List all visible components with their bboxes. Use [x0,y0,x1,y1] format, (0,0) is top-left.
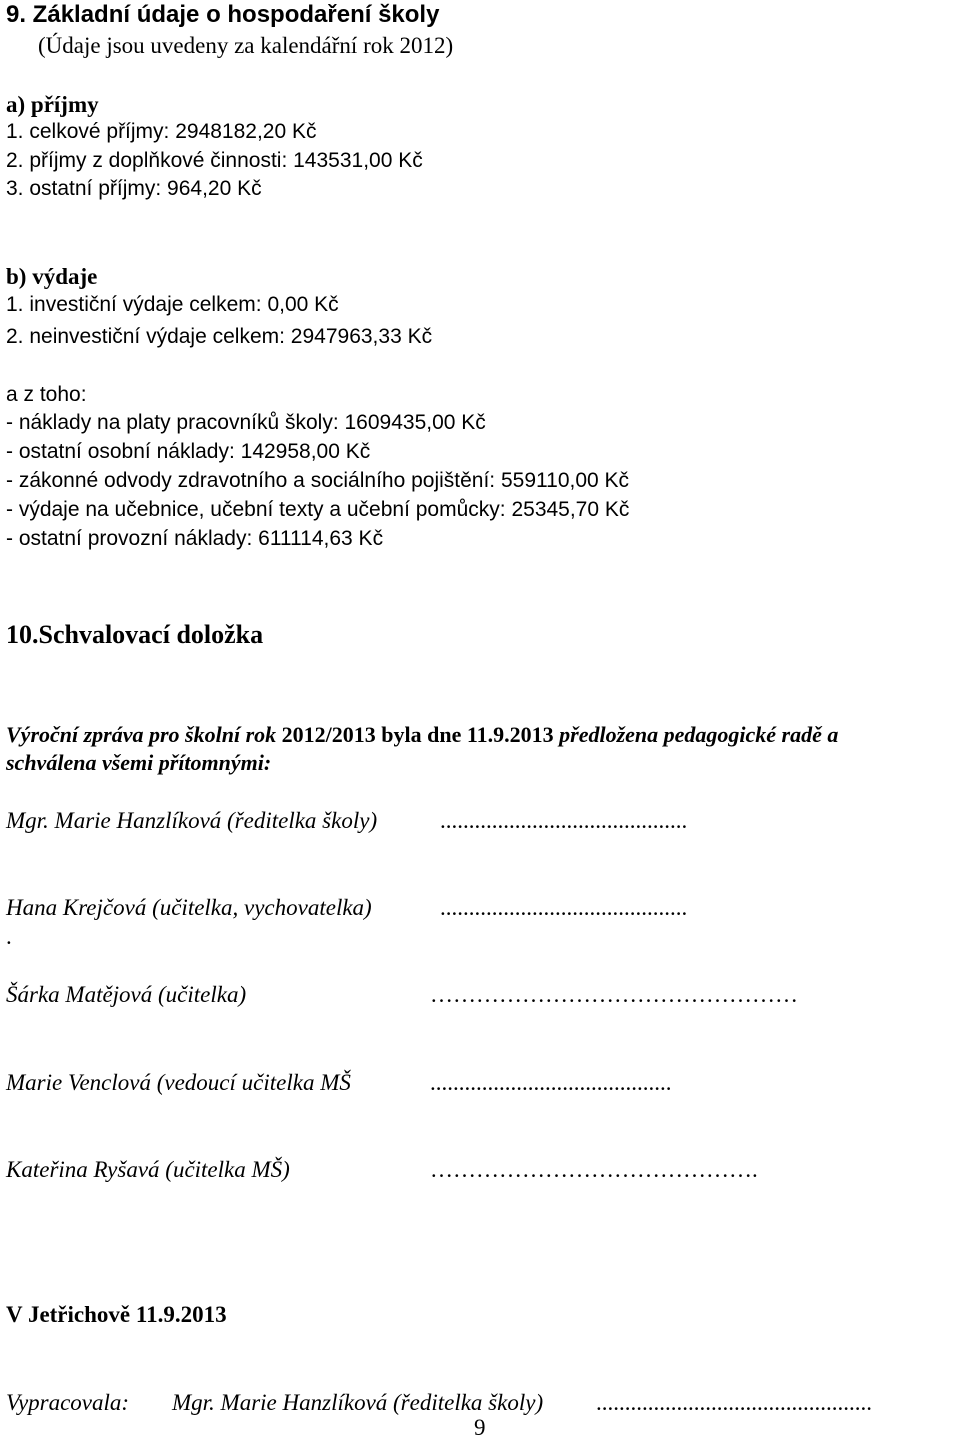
signature-line: ........................................... [440,808,688,833]
breakdown-item: - ostatní osobní náklady: 142958,00 Kč [6,440,371,463]
signature-row [0,1155,960,1185]
prepared-name: Mgr. Marie Hanzlíková (ředitelka školy) [172,1390,544,1415]
breakdown-item: - náklady na platy pracovníků školy: 1609435,00 Kč [6,411,486,434]
signature-line: ........................................... [440,895,688,920]
signature-row [0,980,960,1010]
income-title: a) příjmy [6,92,99,117]
signatory-name: Kateřina Ryšavá (učitelka MŠ) [6,1157,290,1182]
signature-row [0,806,960,836]
expenses-item: 1. investiční výdaje celkem: 0,00 Kč [6,293,339,316]
prepared-signature-line: ................................................ [596,1390,872,1415]
stray-dot: . [6,924,12,949]
section-10-heading: 10.Schvalovací doložka [6,620,264,649]
expenses-title: b) výdaje [6,264,98,289]
signature-line: ………………………………………… [430,982,798,1007]
approval-statement-part: předložena pedagogické radě a [553,722,839,747]
signature-line: ……………………………………. [430,1157,758,1182]
signatory-name: Šárka Matějová (učitelka) [6,982,247,1007]
income-item: 2. příjmy z doplňkové činnosti: 143531,00 Kč [6,149,423,172]
approval-statement-part: Výroční zpráva pro školní rok [6,722,282,747]
approval-statement-date: 2012/2013 byla dne 11.9.2013 [281,722,554,747]
breakdown-item: - ostatní provozní náklady: 611114,63 Kč [6,527,384,550]
signature-line: .......................................... [430,1070,672,1095]
breakdown-item: - výdaje na učebnice, učební texty a učební pomůcky: 25345,70 Kč [6,498,630,521]
section-9-note: (Údaje jsou uvedeny za kalendářní rok 2012) [38,33,454,58]
breakdown-item: - zákonné odvody zdravotního a sociálního pojištění: 559110,00 Kč [6,469,630,492]
signatory-name: Mgr. Marie Hanzlíková (ředitelka školy) [6,808,378,833]
income-item: 1. celkové příjmy: 2948182,20 Kč [6,120,317,143]
prepared-label: Vypracovala: [6,1390,130,1415]
signature-row [0,1068,960,1098]
income-item: 3. ostatní příjmy: 964,20 Kč [6,177,262,200]
breakdown-title: a z toho: [6,383,87,406]
signature-row [0,893,960,923]
place-date: V Jetřichově 11.9.2013 [6,1302,227,1327]
signatory-name: Hana Krejčová (učitelka, vychovatelka) [6,895,372,920]
approval-statement [6,720,838,750]
section-9-heading: 9. Základní údaje o hospodaření školy [6,1,440,28]
signatory-name: Marie Venclová (vedoucí učitelka MŠ [6,1070,351,1095]
expenses-item: 2. neinvestiční výdaje celkem: 2947963,33 Kč [6,325,433,348]
page-number: 9 [474,1415,486,1440]
approval-statement-line2: schválena všemi přítomnými: [6,750,272,775]
